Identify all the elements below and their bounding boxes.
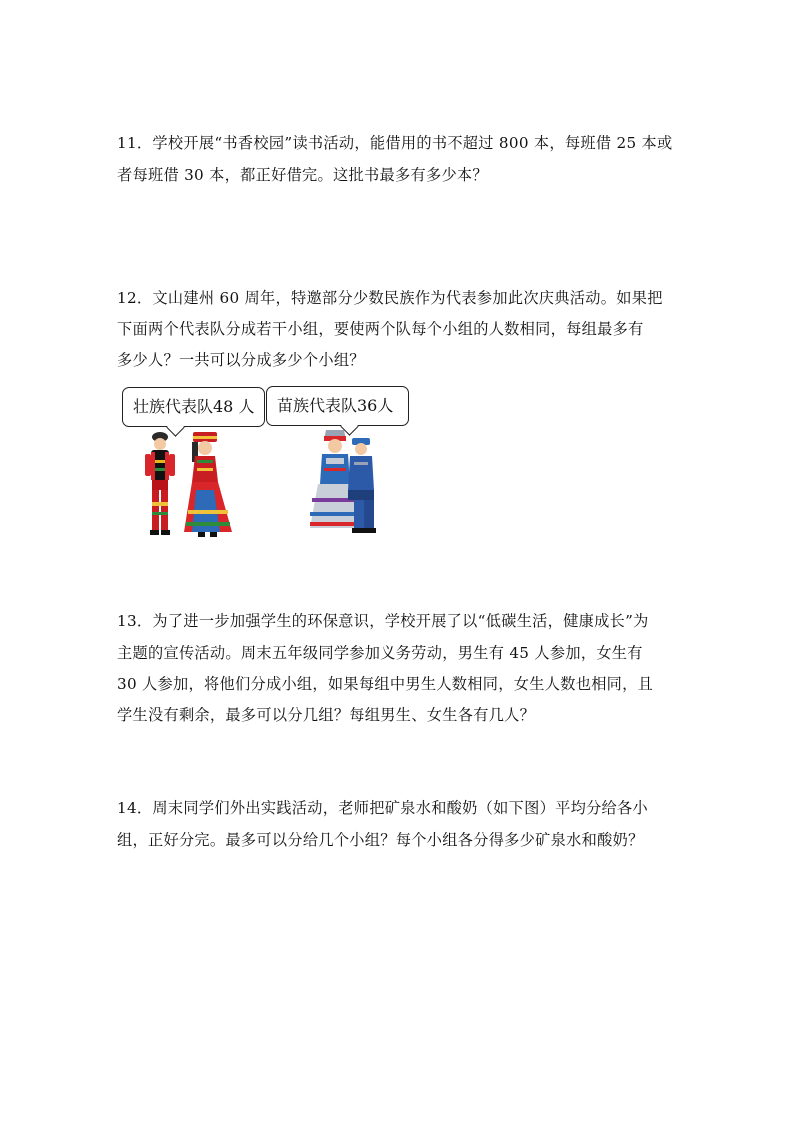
question-11-line-2: 者每班借 30 本，都正好借完。这批书最多有多少本？: [117, 166, 488, 184]
zhuang-woman-figure: [184, 432, 232, 537]
zhuang-team-speech-bubble: [122, 387, 265, 427]
zhuang-team-label: 壮族代表队48 人: [133, 397, 255, 416]
question-13-line-3: 30 人参加，将他们分成小组，如果每组中男生人数相同，女生人数也相同，且: [117, 675, 654, 693]
miao-team-speech-bubble: [266, 386, 409, 426]
question-12-line-2: 下面两个代表队分成若干小组，要使两个队每个小组的人数相同，每组最多有: [117, 320, 644, 338]
question-14-line-2: 组，正好分完。最多可以分给几个小组？每个小组各分得多少矿泉水和酸奶？: [117, 831, 644, 849]
question-12-line-3: 多少人？一共可以分成多少个小组？: [117, 351, 365, 369]
question-13-line-1: 13．为了进一步加强学生的环保意识，学校开展了以“低碳生活，健康成长”为: [117, 612, 649, 630]
zhuang-man-figure: [145, 432, 175, 535]
question-14-line-1: 14．周末同学们外出实践活动，老师把矿泉水和酸奶（如下图）平均分给各小: [117, 799, 649, 817]
question-11-line-1: 11．学校开展“书香校园”读书活动，能借用的书不超过 800 本，每班借 25 本或: [117, 134, 673, 152]
question-13-line-4: 学生没有剩余，最多可以分几组？每组男生、女生各有几人？: [117, 706, 536, 724]
question-12-line-1: 12．文山建州 60 周年，特邀部分少数民族作为代表参加此次庆典活动。如果把: [117, 289, 663, 307]
zhuang-costume-figures-illustration: [140, 430, 245, 540]
miao-costume-figures-illustration: [304, 428, 384, 536]
question-13-line-2: 主题的宣传活动。周末五年级同学参加义务劳动，男生有 45 人参加，女生有: [117, 644, 643, 662]
miao-team-label: 苗族代表队36人: [277, 396, 394, 415]
